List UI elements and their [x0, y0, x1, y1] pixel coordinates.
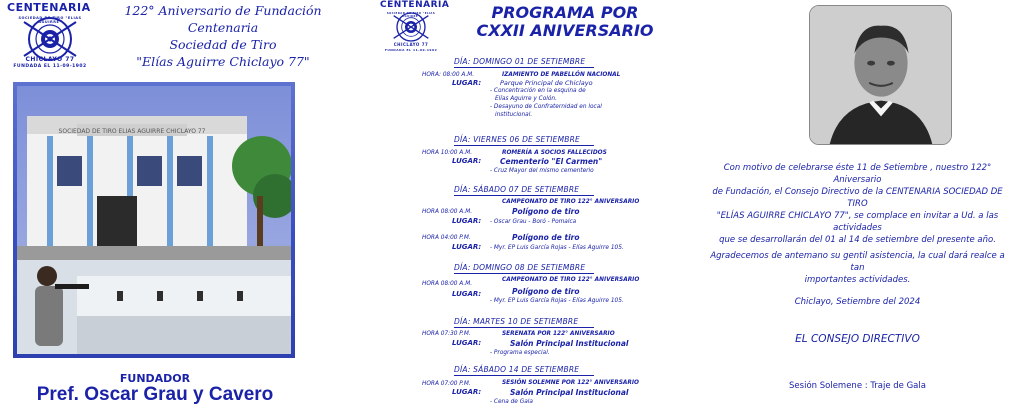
anniversary-title — [110, 2, 336, 70]
event-note: - Cena de Gala — [490, 399, 533, 405]
logo-founded: FUNDADA EL 11-09-1902 — [13, 64, 87, 69]
club-building-photo — [17, 86, 291, 354]
thanks-paragraph — [705, 250, 1010, 286]
cover-panel — [0, 0, 340, 408]
day-heading: DÍA: DOMINGO 01 DE SETIEMBRE — [454, 57, 586, 66]
event-title: ROMERÍA A SOCIOS FALLECIDOS — [502, 150, 607, 156]
event-note: - Myr. EP Luis García Rojas - Elías Aguirre 105. — [490, 245, 624, 251]
event-place-label: LUGAR: — [452, 339, 482, 347]
event-place: Parque Principal de Chiclayo — [500, 79, 593, 87]
day-heading: DÍA: VIERNES 06 DE SETIEMBRE — [454, 135, 580, 144]
event-title: SESIÓN SOLEMNE POR 122° ANIVERSARIO — [502, 380, 639, 386]
event-place-label: LUGAR: — [452, 243, 482, 251]
title-line: "Elías Aguirre Chiclayo 77" — [136, 54, 310, 69]
event-place: Polígono de tiro — [512, 287, 580, 296]
text-line: de Fundación, el Consejo Directivo de la CENTENARIA SOCIEDAD DE TIRO — [712, 187, 1003, 209]
event-place: Salón Principal Institucional — [510, 339, 629, 348]
event-time: HORA 10:00 A.M. — [422, 150, 473, 156]
program-panel — [340, 0, 685, 408]
event-title: CAMPEONATO DE TIRO 122° ANIVERSARIO — [502, 199, 640, 205]
event-place-label: LUGAR: — [452, 157, 482, 165]
founder-portrait — [809, 5, 952, 145]
event-time: HORA 07:00 P.M. — [422, 381, 471, 387]
event-note: - Desayuno de Confraternidad en local — [490, 104, 602, 110]
event-title: IZAMIENTO DE PABELLÓN NACIONAL — [502, 72, 621, 78]
title-line: Centenaria — [187, 20, 259, 35]
invitation-paragraph — [705, 162, 1010, 246]
day-underline — [454, 375, 594, 376]
logo-wordmark: CENTENARIA — [380, 0, 450, 10]
building-sign: SOCIEDAD DE TIRO ELIAS AGUIRRE CHICLAYO 77 — [58, 128, 206, 135]
event-time: HORA 08:00 A.M. — [422, 281, 473, 287]
logo-city: CHICLAYO 77 — [25, 56, 75, 63]
invitation-panel — [685, 0, 1024, 408]
program-title — [460, 4, 670, 40]
day-underline — [454, 273, 594, 274]
event-note: - Myr. EP Luis García Rojas - Elías Aguirre 105. — [490, 298, 624, 304]
event-title: CAMPEONATO DE TIRO 122° ANIVERSARIO — [502, 277, 640, 283]
logo-ring-text: SOCIEDAD DE TIRO "ELIAS AGUIRRE" — [18, 16, 82, 24]
dress-code: Sesión Solemene : Traje de Gala — [789, 381, 926, 391]
event-place-label: LUGAR: — [452, 79, 482, 87]
photo-frame — [13, 82, 295, 358]
event-place: Polígono de tiro — [512, 207, 580, 216]
event-place-label: LUGAR: — [452, 290, 482, 298]
text-line: Con motivo de celebrarse éste 11 de Setiembre , nuestro 122° Aniversario — [723, 163, 992, 185]
day-underline — [454, 67, 594, 68]
day-heading: DÍA: MARTES 10 DE SETIEMBRE — [454, 317, 579, 326]
event-note: - Programa especial. — [490, 350, 550, 356]
event-time: HORA: 08:00 A.M. — [422, 72, 475, 78]
event-place: Polígono de tiro — [512, 233, 580, 242]
title-line: 122° Aniversario de Fundación — [124, 3, 322, 18]
logo-wordmark: CENTENARIA — [7, 1, 91, 14]
place-date: Chiclayo, Setiembre del 2024 — [794, 297, 921, 307]
day-underline — [454, 327, 594, 328]
text-line: importantes actividades. — [804, 275, 911, 285]
day-underline — [454, 195, 594, 196]
day-underline — [454, 145, 594, 146]
signature-line: EL CONSEJO DIRECTIVO — [795, 333, 920, 345]
event-note: - Concentración en la esquina de — [490, 88, 586, 94]
event-note: institucional. — [495, 112, 533, 118]
logo-city: CHICLAYO 77 — [393, 42, 429, 47]
text-line: "ELÍAS AGUIRRE CHICLAYO 77", se complace en invitar a Ud. a las actividades — [716, 211, 999, 233]
event-time: HORA 04:00 P.M. — [422, 235, 471, 241]
event-title: SERENATA POR 122° ANIVERSARIO — [502, 331, 615, 337]
event-place: Cementerio "El Carmen" — [500, 157, 603, 166]
text-line: Agradecemos de antemano su gentil asistencia, la cual dará realce a tan — [710, 251, 1005, 273]
day-heading: DÍA: SÁBADO 14 DE SETIEMBRE — [454, 365, 580, 374]
event-note: - Cruz Mayor del mismo cementerio — [490, 168, 594, 174]
event-place-label: LUGAR: — [452, 217, 482, 225]
founder-name: Pref. Oscar Grau y Cavero — [36, 384, 274, 405]
title-line: Sociedad de Tiro — [169, 37, 277, 52]
day-heading: DÍA: DOMINGO 08 DE SETIEMBRE — [454, 263, 586, 272]
event-note: - Oscar Grau - Boró - Pomalca — [490, 219, 577, 225]
text-line: que se desarrollarán del 01 al 14 de setiembre del presente año. — [719, 235, 996, 245]
logo-founded: FUNDADA EL 11-09-1902 — [384, 48, 438, 52]
event-time: HORA 08:00 A.M. — [422, 209, 473, 215]
logo-ring-text: SOCIEDAD DE TIRO "ELIAS AGUIRRE" — [386, 12, 436, 18]
program-title-line: CXXII ANIVERSARIO — [476, 21, 654, 40]
event-place: Salón Principal Institucional — [510, 388, 629, 397]
founder-label: FUNDADOR — [119, 372, 191, 385]
event-time: HORA 07:30 P.M. — [422, 331, 471, 337]
program-title-line: PROGRAMA POR — [491, 3, 639, 22]
day-heading: DÍA: SÁBADO 07 DE SETIEMBRE — [454, 185, 580, 194]
event-place-label: LUGAR: — [452, 388, 482, 396]
event-note: Elías Aguirre y Colón. — [495, 96, 557, 102]
